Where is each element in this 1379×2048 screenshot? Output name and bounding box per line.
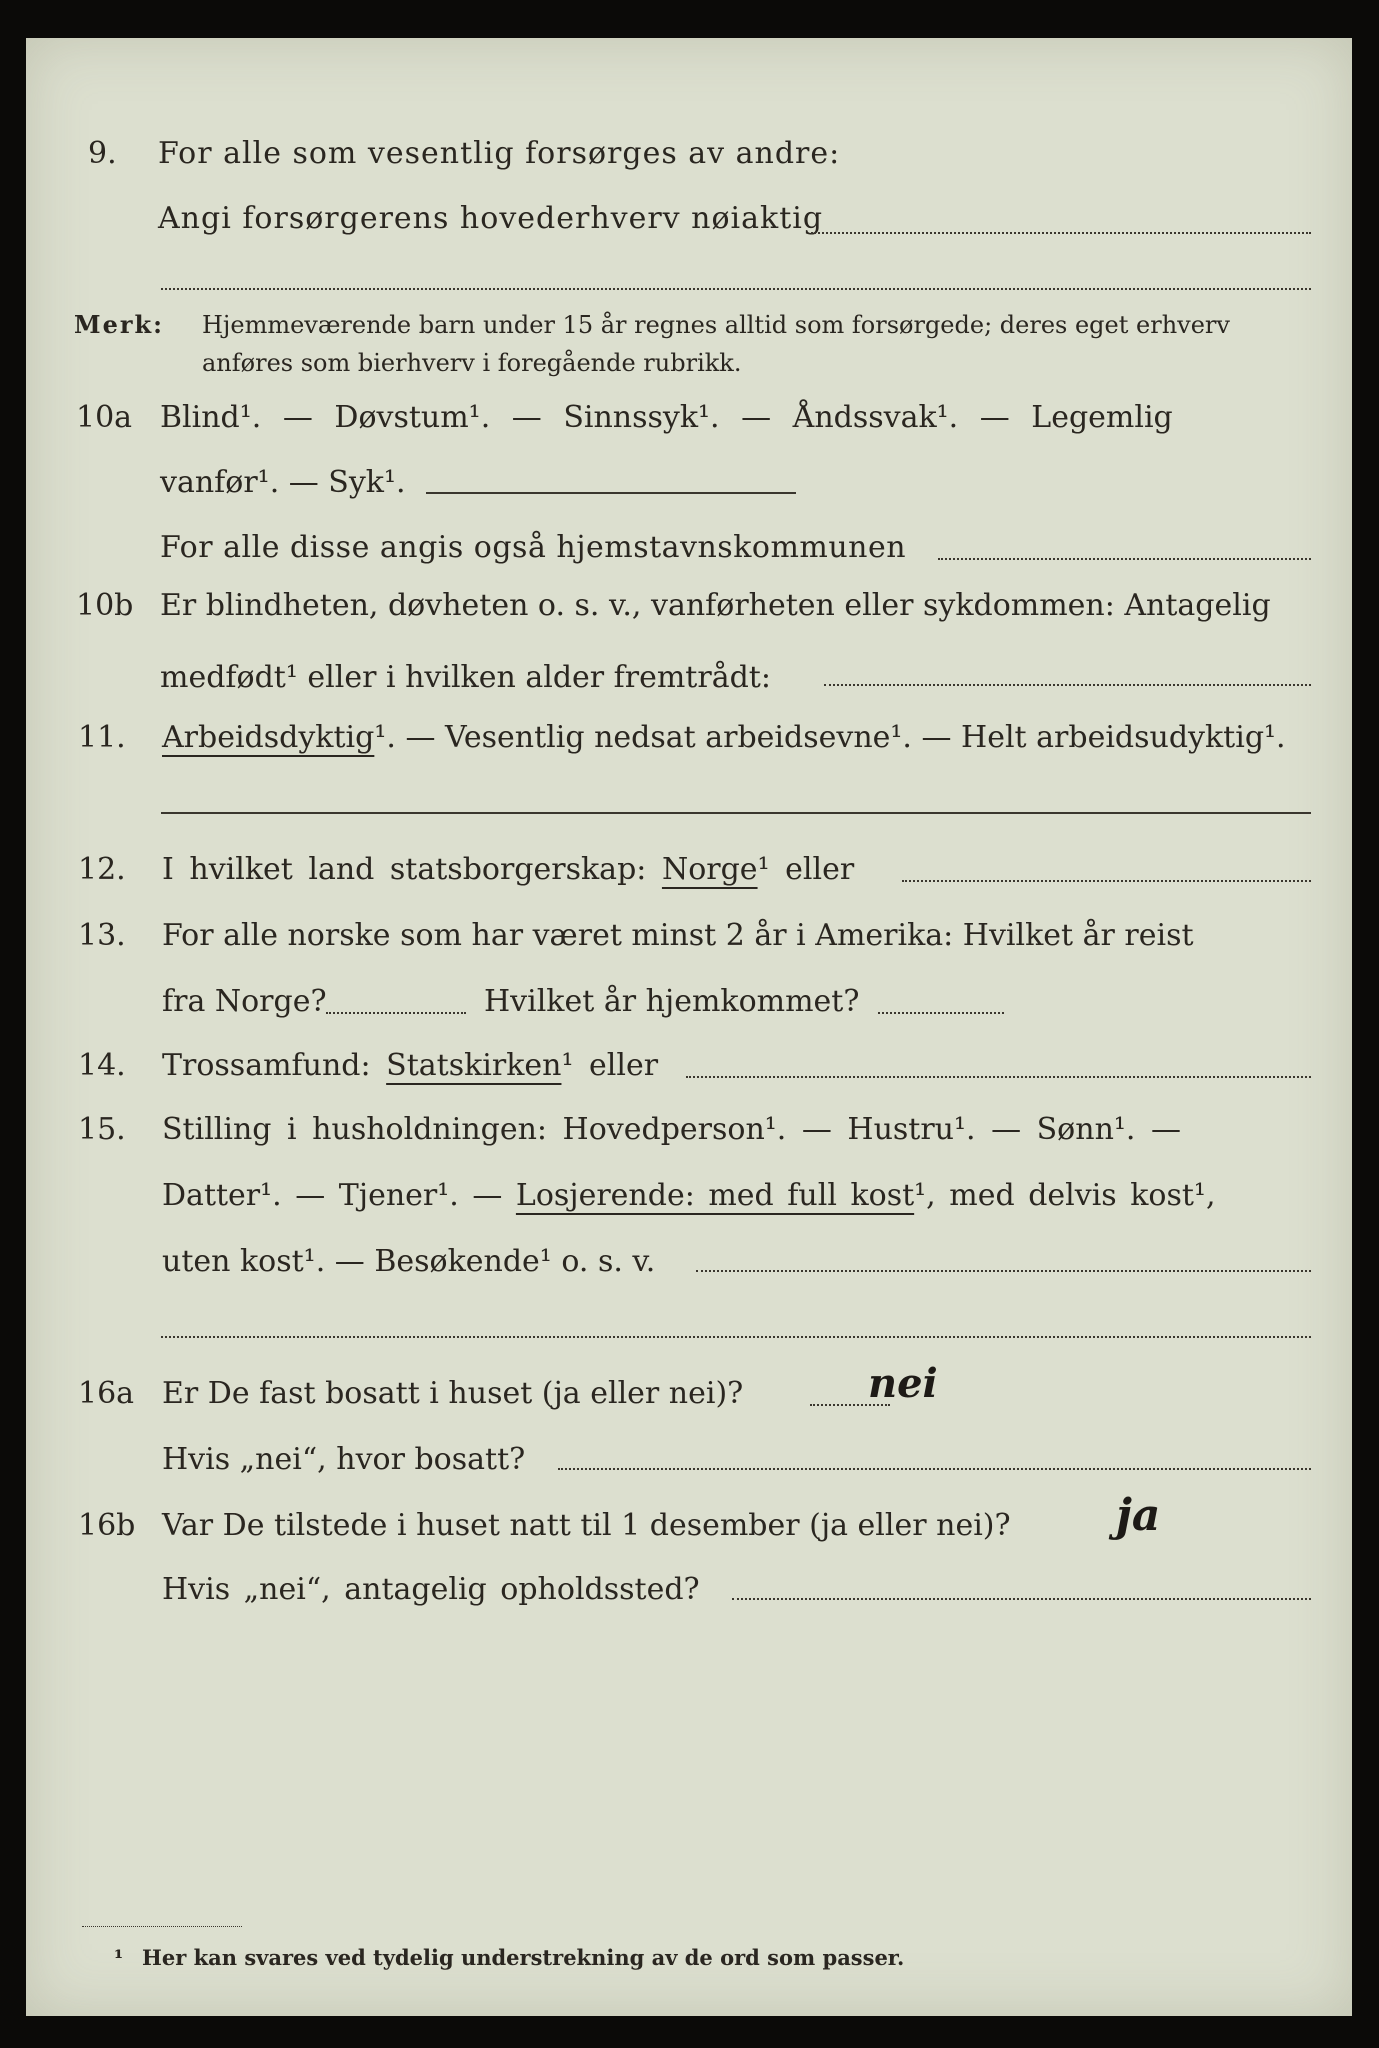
form-page <box>26 38 1352 2016</box>
q15-options-3: uten kost¹. — Besøkende¹ o. s. v. <box>162 1244 656 1279</box>
q14-answer-line[interactable] <box>686 1076 1311 1078</box>
q10a-answer-line[interactable] <box>426 492 796 494</box>
q11-option-arbeidsdyktig[interactable]: Arbeidsdyktig <box>162 720 375 755</box>
q16a-number: 16a <box>78 1376 135 1411</box>
q10b-answer-line[interactable] <box>824 684 1311 686</box>
q10b-question: Er blindheten, døvheten o. s. v., vanførheten eller sykdommen: Antagelig <box>160 588 1271 623</box>
q11-answer-line[interactable] <box>161 812 1311 814</box>
q10a-options-2: vanfør¹. — Syk¹. <box>160 465 406 500</box>
q12-question <box>162 850 854 890</box>
q10a-options: Blind¹. — Døvstum¹. — Sinnssyk¹. — Åndssvak¹. — Legemlig <box>160 400 1173 435</box>
q15-options-2 <box>162 1176 1215 1216</box>
q9-answer-line[interactable] <box>811 232 1311 234</box>
q9-question: For alle som vesentlig forsørges av andre: <box>158 136 841 171</box>
q14-question <box>162 1046 658 1086</box>
merk-text-2: anføres som bierhverv i foregående rubrikk. <box>202 349 742 377</box>
q10a-number: 10a <box>76 400 133 435</box>
q16a-handwritten-answer: nei <box>868 1360 938 1407</box>
q14-post: ¹ eller <box>561 1048 659 1083</box>
footnote-text: Her kan svares ved tydelig understrekning av de ord som passer. <box>142 1945 905 1970</box>
q10b-number: 10b <box>76 588 134 623</box>
q16b-handwritten-answer: ja <box>1116 1490 1161 1541</box>
q15-delvis-kost: ¹, med delvis kost¹, <box>914 1178 1216 1213</box>
footnote-mark: ¹ <box>114 1945 124 1970</box>
q13-reist: fra Norge? <box>162 984 327 1019</box>
footnote-rule <box>82 1926 242 1927</box>
q14-prompt: Trossamfund: <box>162 1048 371 1083</box>
q13-hjemkommet-line[interactable] <box>878 1012 1004 1014</box>
q13-number: 13. <box>78 918 126 953</box>
q16a-question: Er De fast bosatt i huset (ja eller nei)? <box>162 1376 744 1411</box>
q16a-bosatt: Hvis „nei“, hvor bosatt? <box>162 1442 526 1477</box>
q11-options-rest: ¹. — Vesentlig nedsat arbeidsevne¹. — Helt arbeidsudyktig¹. <box>374 720 1286 755</box>
q13-question: For alle norske som har været minst 2 år i Amerika: Hvilket år reist <box>162 918 1194 953</box>
q11-options <box>162 718 1286 758</box>
q12-number: 12. <box>78 852 126 887</box>
q12-post: ¹ eller <box>757 852 855 887</box>
q14-number: 14. <box>78 1048 126 1083</box>
q11-number: 11. <box>78 720 126 755</box>
q10b-question-2: medfødt¹ eller i hvilken alder fremtrådt: <box>160 660 771 695</box>
q14-option-statskirken[interactable]: Statskirken <box>386 1048 562 1083</box>
q13-hjemkommet: Hvilket år hjemkommet? <box>484 984 860 1019</box>
q10a-hjemstavn-line[interactable] <box>938 558 1311 560</box>
q12-option-norge[interactable]: Norge <box>661 852 758 887</box>
q16b-opholdssted: Hvis „nei“, antagelig opholdssted? <box>162 1572 700 1607</box>
q15-number: 15. <box>78 1112 126 1147</box>
q9-answer-line-2[interactable] <box>161 288 1311 290</box>
q12-prompt: I hvilket land statsborgerskap: <box>162 852 647 887</box>
q16b-opholdssted-line[interactable] <box>732 1598 1311 1600</box>
q15-datter-tjener: Datter¹. — Tjener¹. — <box>162 1178 503 1213</box>
q16b-number: 16b <box>78 1508 136 1543</box>
q13-reist-line[interactable] <box>326 1012 466 1014</box>
q16b-question: Var De tilstede i huset natt til 1 desember (ja eller nei)? <box>162 1508 1011 1543</box>
q9-question-2: Angi forsørgerens hovederhverv nøiaktig <box>158 201 824 236</box>
q15-answer-line-2[interactable] <box>161 1336 1311 1338</box>
q15-options: Stilling i husholdningen: Hovedperson¹. — Hustru¹. — Sønn¹. — <box>162 1112 1181 1147</box>
q9-number: 9. <box>88 136 117 171</box>
q15-answer-line[interactable] <box>696 1270 1311 1272</box>
merk-label: Merk: <box>74 310 164 339</box>
q15-option-losjerende-full-kost[interactable]: Losjerende: med full kost <box>515 1178 915 1213</box>
q10a-hjemstavn: For alle disse angis også hjemstavnskommunen <box>160 530 907 565</box>
merk-text-1: Hjemmeværende barn under 15 år regnes alltid som forsørgede; deres eget erhverv <box>202 311 1230 339</box>
q16a-bosatt-line[interactable] <box>558 1468 1311 1470</box>
q12-answer-line[interactable] <box>902 880 1311 882</box>
